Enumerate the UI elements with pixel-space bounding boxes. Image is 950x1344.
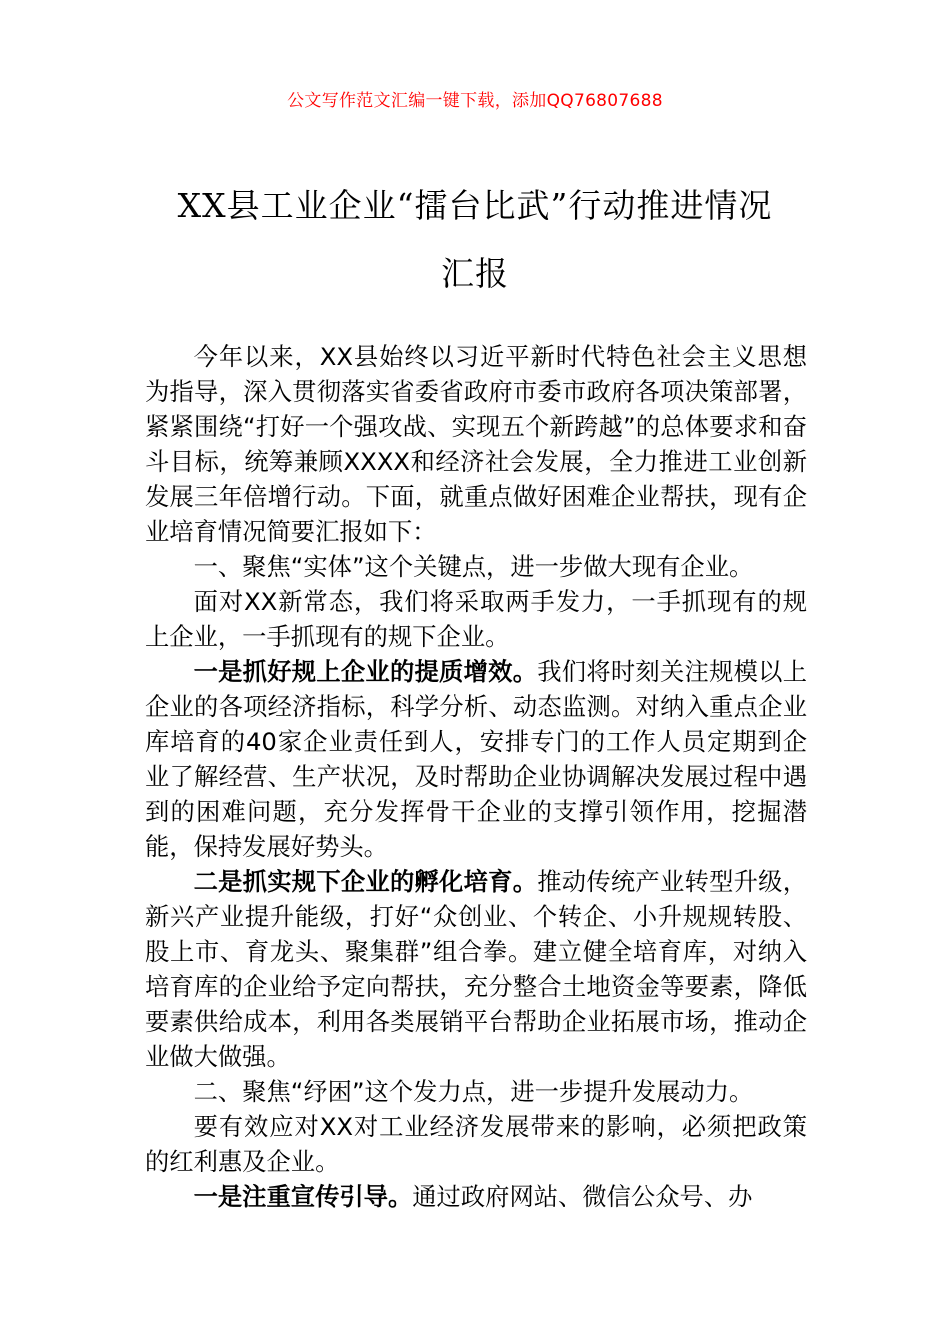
document-title bbox=[120, 172, 830, 308]
point-3-lead: 一是注重宣传引导。 bbox=[193, 1182, 413, 1211]
section-heading-1: 一、聚焦“实体”这个关键点，进一步做大现有企业。 bbox=[193, 552, 754, 581]
point-1-lead: 一是抓好规上企业的提质增效。 bbox=[193, 657, 538, 686]
download-banner[interactable]: 公文写作范文汇编一键下载，添加QQ76807688 bbox=[287, 91, 663, 111]
title-line-2: 汇报 bbox=[441, 254, 509, 293]
paragraph-point-2: 二是抓实规下企业的孵化培育。推动传统产业转型升级，新兴产业提升能级，打好“众创业、个转企、小升规规转股、股上市、育龙头、聚集群”组合拳。建立健全培育库，对纳入培育库的企业给予定向帮扶，充分整合土地资金等要素，降低要素供给成本，利用各类展销平台帮助企业拓展市场，推动企业做大做强。 bbox=[145, 867, 808, 1071]
paragraph-section-1-intro: 面对XX新常态，我们将采取两手发力，一手抓现有的规上企业，一手抓现有的规下企业。 bbox=[145, 587, 807, 651]
title-line-1: XX县工业企业“擂台比武”行动推进情况 bbox=[177, 186, 773, 225]
document-body bbox=[145, 339, 807, 1214]
section-heading-2: 二、聚焦“纾困”这个发力点，进一步提升发展动力。 bbox=[193, 1077, 754, 1106]
paragraph-section-2-intro: 要有效应对XX对工业经济发展带来的影响，必须把政策的红利惠及企业。 bbox=[145, 1112, 807, 1176]
paragraph-point-3: 一是注重宣传引导。通过政府网站、微信公众号、办 bbox=[193, 1182, 753, 1211]
paragraph-intro: 今年以来，XX县始终以习近平新时代特色社会主义思想为指导，深入贯彻落实省委省政府市委市政府各项决策部署，紧紧围绕“打好一个强攻战、实现五个新跨越”的总体要求和奋斗目标，统筹兼顾XXXX和经济社会发展，全力推进工业创新发展三年倍增行动。下面，就重点做好困难企业帮扶，现有企业培育情况简要汇报如下： bbox=[145, 342, 807, 546]
point-2-lead: 二是抓实规下企业的孵化培育。 bbox=[193, 867, 538, 896]
paragraph-point-1: 一是抓好规上企业的提质增效。我们将时刻关注规模以上企业的各项经济指标，科学分析、动态监测。对纳入重点企业库培育的40家企业责任到人，安排专门的工作人员定期到企业了解经营、生产状况，及时帮助企业协调解决发展过程中遇到的困难问题，充分发挥骨干企业的支撑引领作用，挖掘潜能，保持发展好势头。 bbox=[145, 657, 808, 861]
